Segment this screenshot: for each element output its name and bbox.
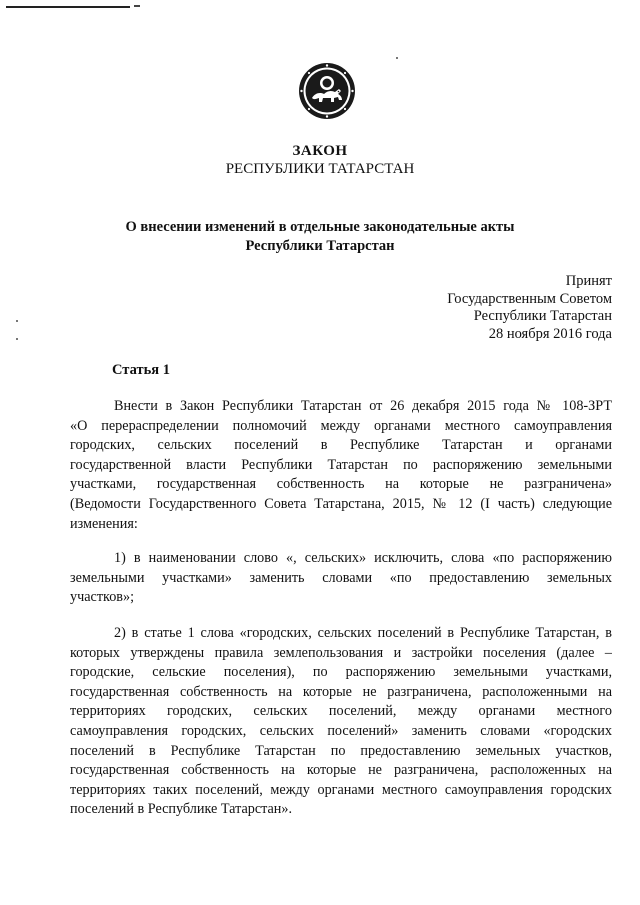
adoption-date: 28 ноября 2016 года (488, 325, 612, 342)
document-type-title: ЗАКОН (292, 143, 348, 159)
law-subject (0, 218, 640, 256)
scan-artifact-line (6, 6, 130, 8)
text-line: поселений в Республике Татарстан». (70, 801, 293, 818)
amendment-item-2 (70, 624, 612, 820)
issuer-title: РЕСПУБЛИКИ ТАТАРСТАН (225, 161, 415, 177)
text-line: участками, государственная собственность на которые не разграничена» (70, 476, 612, 493)
adoption-line: Принят (565, 273, 612, 289)
text-line: которых утверждены правила землепользования и застройки поселения (далее – (70, 644, 612, 661)
text-line: земельными участками» заменить словами «по предоставлению земельных (70, 569, 612, 586)
text-line: 1) в наименовании слово «, сельских» исключить, слова «по распоряжению (114, 550, 612, 566)
intro-paragraph (70, 397, 612, 534)
coat-of-arms-tatarstan-icon (298, 62, 356, 120)
law-subject-line: О внесении изменений в отдельные законодательные акты (125, 219, 515, 235)
adoption-line: Республики Татарстан (473, 308, 612, 324)
text-line: территориях городских, сельских поселений, между органами местного (70, 703, 612, 720)
text-line: государственная собственность на которые не разграничена, расположенными на (70, 683, 612, 700)
adoption-block (447, 273, 612, 343)
text-line: (Ведомости Государственного Совета Татарстана, 2015, № 12 (I часть) следующие (70, 495, 612, 512)
text-line: самоуправления городских, сельских поселений» заменить словами «городских (70, 722, 612, 739)
text-line: Внести в Закон Республики Татарстан от 26 декабря 2015 года № 108-ЗРТ (114, 398, 612, 414)
text-line: участков»; (70, 589, 135, 606)
scan-speck (16, 320, 18, 322)
text-line: «О перераспределении полномочий между органами местного самоуправления (70, 417, 612, 434)
article-title: Статья 1 (112, 362, 170, 378)
text-line: городские, сельские поселения), по распоряжению земельными участками, (70, 664, 612, 681)
text-line: городских, сельских поселений в Республике Татарстан и органами (70, 437, 612, 454)
text-line: изменения: (70, 515, 138, 532)
scan-artifact-tick (134, 5, 140, 7)
text-line: государственная собственность на которые не разграничена, расположенных на (70, 762, 612, 779)
text-line: территориях таких поселений, между органами местного самоуправления городских (70, 781, 612, 798)
scan-speck (16, 338, 18, 340)
scan-speck (396, 57, 398, 59)
text-line: поселений в Республике Татарстан по предоставлению земельных участков, (70, 742, 612, 759)
amendment-item-1 (70, 549, 612, 608)
text-line: государственной власти Республики Татарстан по распоряжению земельными (70, 456, 612, 473)
law-subject-line: Республики Татарстан (245, 238, 395, 254)
adoption-line: Государственным Советом (447, 290, 612, 307)
text-line: 2) в статье 1 слова «городских, сельских поселений в Республике Татарстан, в (114, 625, 612, 641)
